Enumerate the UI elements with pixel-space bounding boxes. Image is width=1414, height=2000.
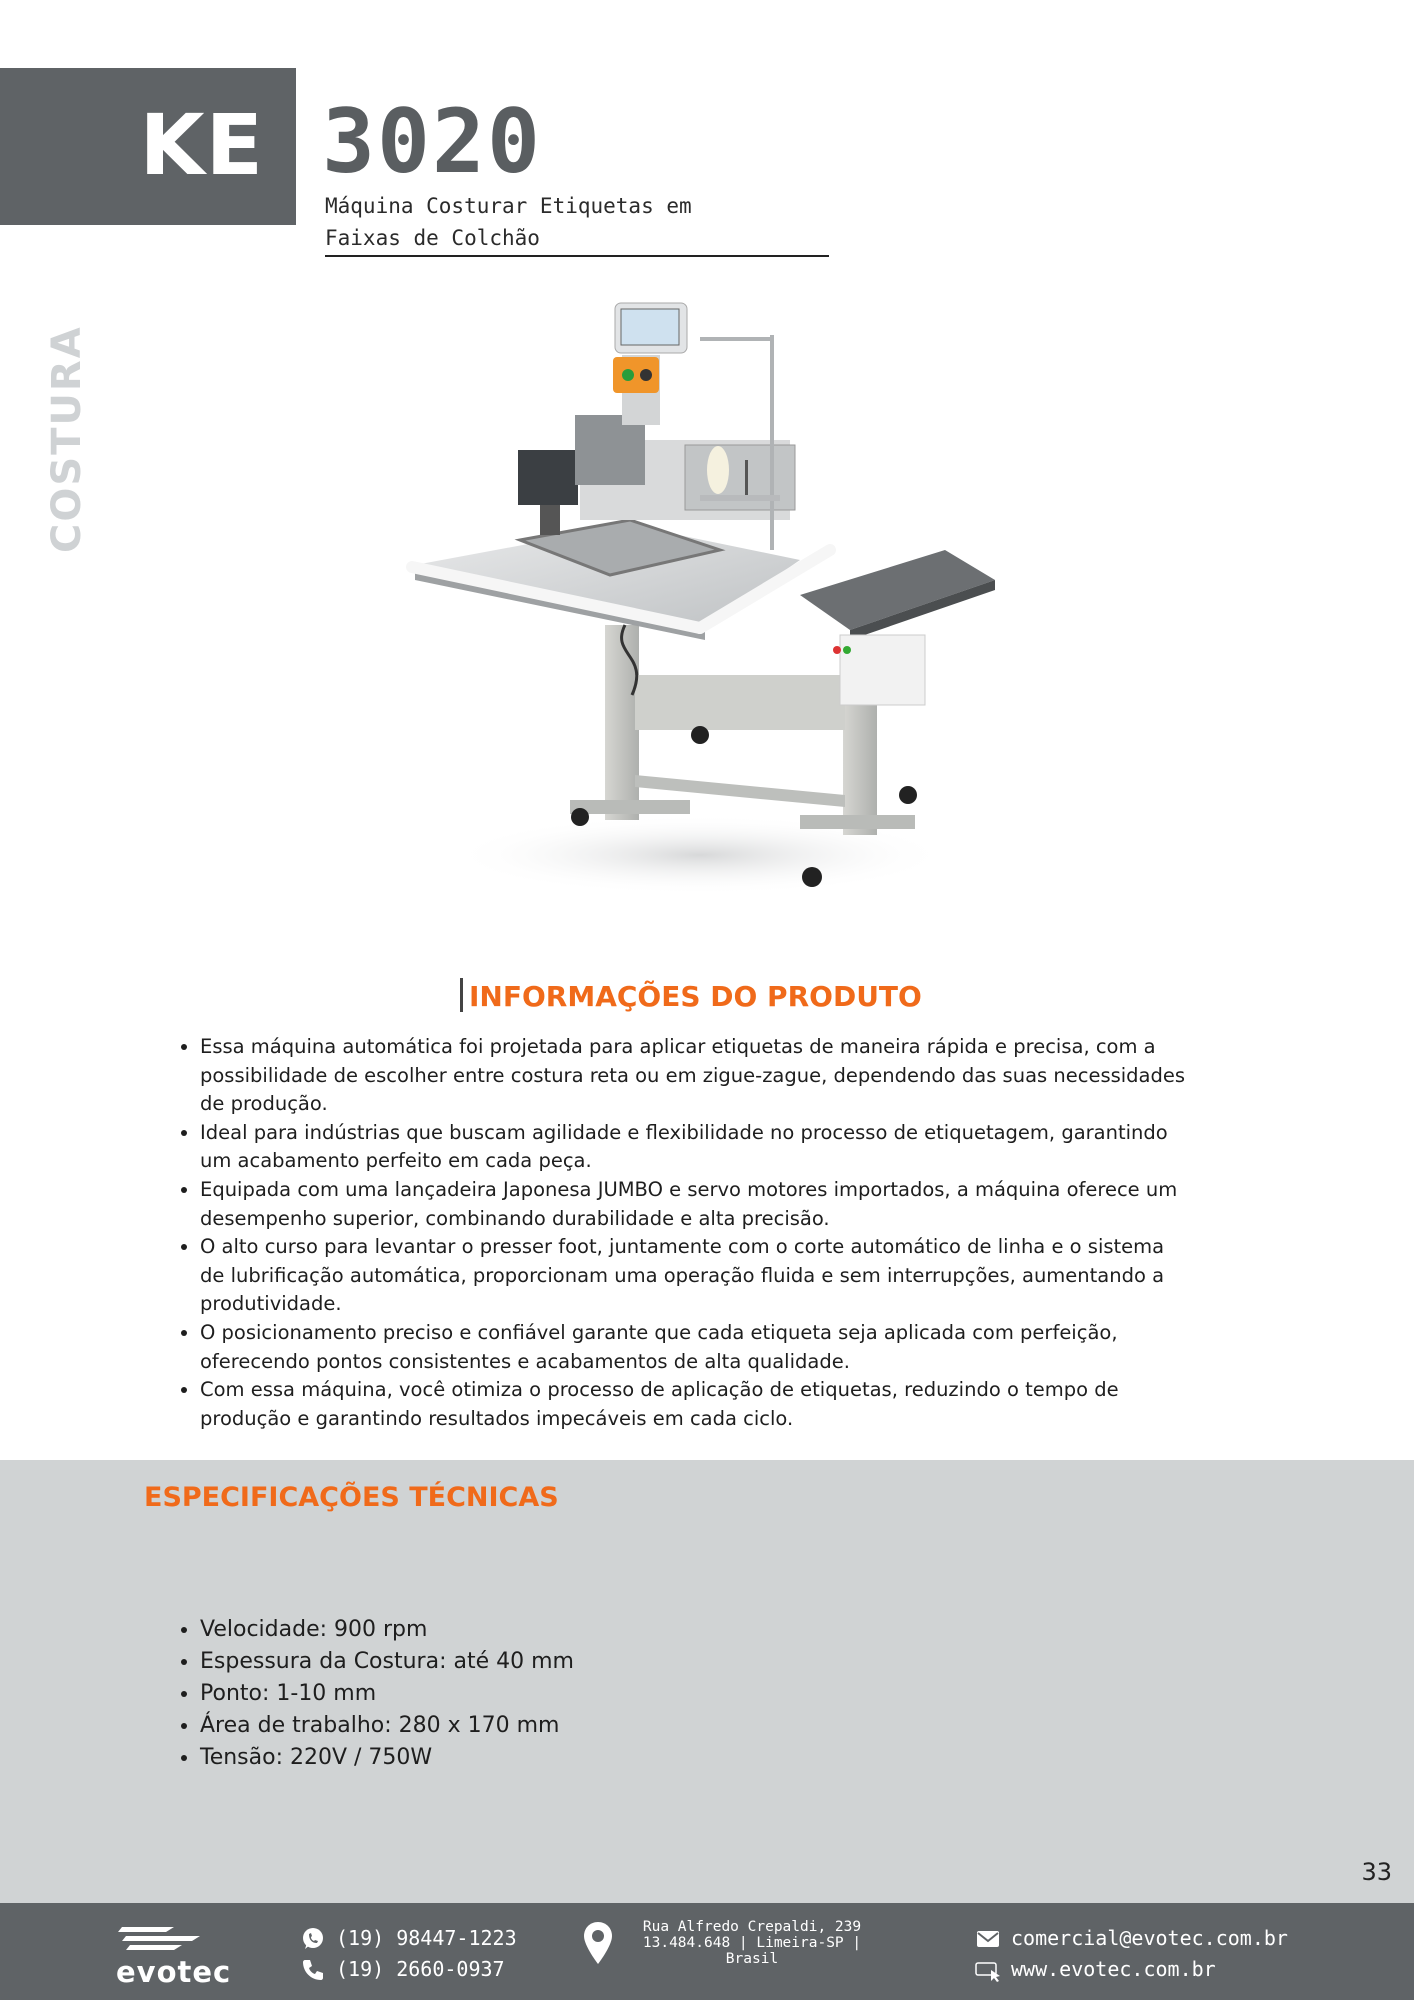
list-item: • Espessura da Costura: até 40 mm: [200, 1646, 574, 1678]
address-line-1: Rua Alfredo Crepaldi, 239: [642, 1919, 862, 1935]
phone-icon: [300, 1957, 326, 1983]
website-link[interactable]: www.evotec.com.br: [1011, 1957, 1216, 1981]
address-text: [627, 1919, 877, 1967]
phone-contacts: [300, 1923, 517, 1985]
brand-code: KE: [139, 96, 264, 194]
web-cursor-icon: [975, 1957, 1001, 1983]
title-accent-bar: [460, 978, 463, 1012]
specs-list: [160, 1614, 574, 1774]
product-subtitle: [325, 190, 845, 254]
evotec-logo: [116, 1923, 232, 1989]
category-label: COSTURA: [44, 325, 90, 553]
info-list: [160, 1033, 1190, 1433]
list-item: • O posicionamento preciso e confiável garante que cada etiqueta seja aplicada com perfeição, oferecendo pontos consistentes e acabamentos de alta qualidade.: [200, 1319, 1190, 1376]
list-item: • Essa máquina automática foi projetada para aplicar etiquetas de maneira rápida e precisa, com a possibilidade de escolher entre costura reta ou em zigue-zague, dependendo das suas necessidades de produção.: [200, 1033, 1190, 1119]
title-divider: [325, 255, 829, 257]
footer: [0, 1903, 1414, 2000]
info-section-title: [460, 978, 922, 1013]
list-item: • Com essa máquina, você otimiza o processo de aplicação de etiquetas, reduzindo o tempo de produção e garantindo resultados impecáveis em cada ciclo.: [200, 1376, 1190, 1433]
whatsapp-number[interactable]: (19) 98447-1223: [336, 1926, 517, 1950]
phone-number[interactable]: (19) 2660-0937: [336, 1957, 505, 1981]
list-item: • Tensão: 220V / 750W: [200, 1742, 574, 1774]
logo-text: evotec: [116, 1955, 232, 1989]
email-row[interactable]: [975, 1923, 1288, 1954]
phone-row[interactable]: [300, 1954, 517, 1985]
model-number: 3020: [322, 90, 542, 193]
online-contacts: [975, 1923, 1288, 1985]
product-image: [400, 295, 1010, 915]
address: [583, 1919, 913, 1967]
subtitle-line-1: Máquina Costurar Etiquetas em: [325, 194, 692, 218]
location-pin-icon: [583, 1921, 613, 1965]
list-item: • Velocidade: 900 rpm: [200, 1614, 574, 1646]
subtitle-line-2: Faixas de Colchão: [325, 226, 540, 250]
address-line-3: Brasil: [725, 1951, 779, 1967]
list-item: • O alto curso para levantar o presser foot, juntamente com o corte automático de linha e o sistema de lubrificação automática, proporcionam uma operação fluida e sem interrupções, aumentando a produtividade.: [200, 1233, 1190, 1319]
list-item: • Equipada com uma lançadeira Japonesa JUMBO e servo motores importados, a máquina oferece um desempenho superior, combinando durabilidade e alta precisão.: [200, 1176, 1190, 1233]
address-line-2: 13.484.648 | Limeira-SP |: [642, 1935, 862, 1951]
specs-section-title: ESPECIFICAÇÕES TÉCNICAS: [144, 1482, 559, 1513]
whatsapp-row[interactable]: [300, 1923, 517, 1954]
info-title-text: INFORMAÇÕES DO PRODUTO: [469, 980, 922, 1013]
mail-icon: [975, 1926, 1001, 1952]
logo-wings-icon: [116, 1923, 206, 1953]
page-number: 33: [1361, 1858, 1392, 1886]
list-item: • Ideal para indústrias que buscam agilidade e flexibilidade no processo de etiquetagem, garantindo um acabamento perfeito em cada peça.: [200, 1119, 1190, 1176]
website-row[interactable]: [975, 1954, 1288, 1985]
list-item: • Ponto: 1-10 mm: [200, 1678, 574, 1710]
list-item: • Área de trabalho: 280 x 170 mm: [200, 1710, 574, 1742]
header-brand-block: [0, 68, 296, 225]
whatsapp-icon: [300, 1926, 326, 1952]
email-link[interactable]: comercial@evotec.com.br: [1011, 1926, 1288, 1950]
